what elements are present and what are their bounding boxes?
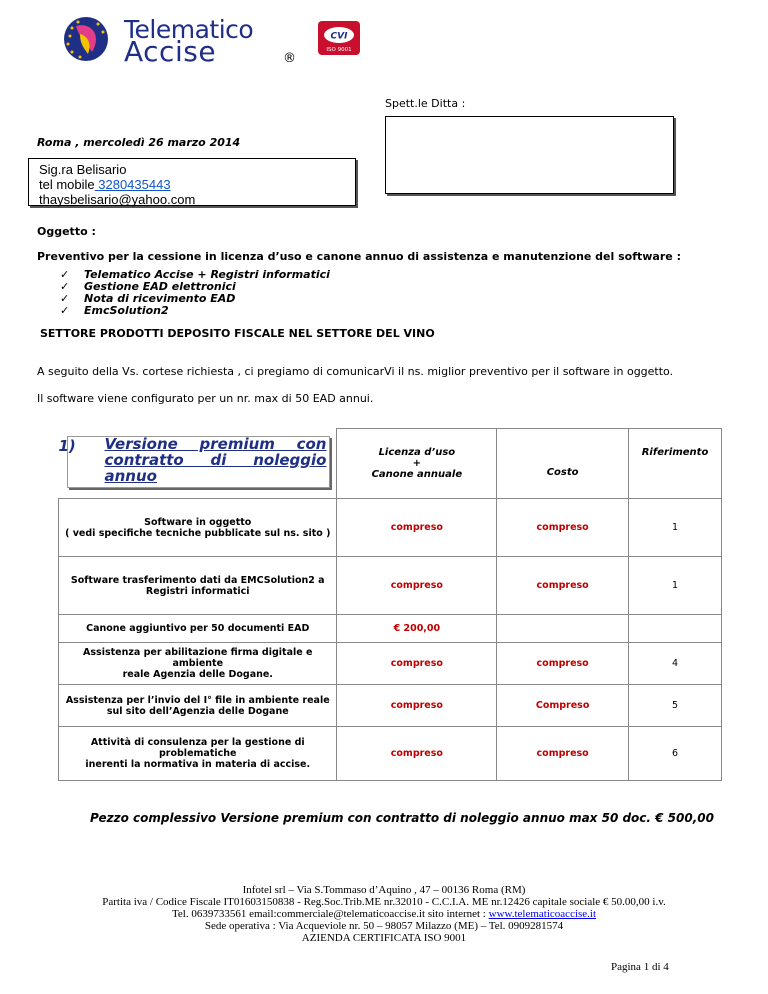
col-header-licenza-line3: Canone annuale [371,469,463,480]
oggetto-label: Oggetto : [37,225,96,238]
row-description [59,727,337,781]
col-header-riferimento: Riferimento [629,429,722,499]
recipient-label: Spett.le Ditta : [385,97,466,110]
checkmark-icon: ✓ [60,304,70,317]
row-desc-line2: reale Agenzia delle Dogane. [122,669,273,680]
footer-contacts: Tel. 0639733561 email:commerciale@telematicoaccise.it sito internet : [171,908,489,920]
checkmark-icon: ✓ [60,292,70,305]
row-riferimento: 1 [629,499,722,557]
contact-phone-link[interactable]: 3280435443 [94,177,171,192]
table-header-row [59,429,722,499]
table-title: Versione premium con contratto di noleggio annuo [104,435,327,486]
footer-line4: Sede operativa : Via Acqueviole nr. 50 – 98057 Milazzo (ME) – Tel. 0909281574 [204,920,564,932]
logo-subtitle: Accise [124,35,217,68]
intro-paragraph: A seguito della Vs. cortese richiesta , ci pregiamo di comunicarVi il ns. miglior preventivo per il software in oggetto. [37,365,674,378]
row-desc-line1: Attività di consulenza per la gestione di [90,737,305,748]
row-description [59,557,337,615]
row-riferimento: 1 [629,557,722,615]
row-costo: compreso [497,499,629,557]
list-item-label: Nota di ricevimento EAD [84,292,236,305]
row-riferimento [629,615,722,643]
contact-phone-line [39,177,355,192]
footer-line2: Partita iva / Codice Fiscale IT01603150838 - Reg.Soc.Trib.ME nr.32010 - C.C.I.A. ME nr.12426 capitale sociale € 50.00,00 i.v. [102,896,666,908]
row-costo: compreso [497,727,629,781]
row-desc-line2: sul sito dell’Agenzia delle Dogane [106,705,289,717]
list-item [60,305,330,317]
row-costo [497,615,629,643]
config-paragraph: Il software viene configurato per un nr. max di 50 EAD annui. [37,392,374,405]
row-riferimento: 4 [629,643,722,685]
row-costo: Compreso [497,685,629,727]
checkmark-icon: ✓ [60,280,70,293]
cvi-iso-badge-icon [318,21,360,55]
row-licenza: compreso [337,685,497,727]
table-row [59,643,722,685]
list-item-label: EmcSolution2 [84,304,169,317]
footer [0,884,768,944]
list-item-label: Gestione EAD elettronici [84,280,236,293]
table-row [59,685,722,727]
page-number: Pagina 1 di 4 [611,961,669,973]
row-riferimento: 5 [629,685,722,727]
contact-phone-label: tel mobile [39,177,95,192]
cvi-badge-subtext: ISO 9001 [326,47,352,53]
telematico-logo-globe-icon [58,14,120,64]
recipient-address-box [385,116,674,194]
preventivo-heading: Preventivo per la cessione in licenza d’uso e canone annuo di assistenza e manutenzione del software : [37,250,681,263]
sector-heading: SETTORE PRODOTTI DEPOSITO FISCALE NEL SETTORE DEL VINO [40,327,435,340]
cvi-badge-text: CVI [330,31,348,42]
table-row [59,557,722,615]
table-title-cell [59,429,337,499]
quote-table [58,428,722,781]
row-desc-line1: Assistenza per l’invio del I° file in ambiente reale [65,694,330,706]
table-row [59,727,722,781]
row-licenza: € 200,00 [337,615,497,643]
checkmark-icon: ✓ [60,268,70,281]
table-title-number: 1) [58,437,76,456]
row-riferimento: 6 [629,727,722,781]
website-link[interactable]: www.telematicoaccise.it [488,908,597,920]
row-desc-line1: Software in oggetto [144,516,252,528]
logo-title: Telematico [124,15,254,44]
date-line: Roma , mercoledì 26 marzo 2014 [37,136,241,149]
row-licenza: compreso [337,557,497,615]
col-header-costo: Costo [497,429,629,499]
col-header-licenza-line2: + [412,458,422,469]
col-header-licenza-line1: Licenza d’uso [378,447,456,458]
table-row [59,499,722,557]
contact-name: Sig.ra Belisario [39,162,127,177]
footer-line3 [0,908,768,920]
contact-email: thaysbelisario@yahoo.com [39,192,196,207]
row-description: Canone aggiuntivo per 50 documenti EAD [59,615,337,643]
row-costo: compreso [497,643,629,685]
row-description [59,499,337,557]
list-item-label: Telematico Accise + Registri informatici [84,268,330,281]
row-desc-line2: problematiche [159,748,237,759]
row-desc-line1: Software trasferimento dati da EMCSolution2 a [70,574,325,586]
footer-line1: Infotel srl – Via S.Tommaso d’Aquino , 47 – 00136 Roma (RM) [242,884,526,896]
col-header-licenza [337,429,497,499]
row-desc-line2: Registri informatici [145,585,250,597]
footer-line5: AZIENDA CERTIFICATA ISO 9001 [301,932,467,944]
row-description [59,643,337,685]
row-licenza: compreso [337,499,497,557]
software-list [60,269,330,317]
row-desc-line1: Assistenza per abilitazione firma digitale e ambiente [83,647,313,669]
row-desc-line2: ( vedi specifiche tecniche pubblicate sul ns. sito ) [65,527,331,539]
row-licenza: compreso [337,727,497,781]
table-row [59,615,722,643]
row-licenza: compreso [337,643,497,685]
row-description [59,685,337,727]
total-price: Pezzo complessivo Versione premium con contratto di noleggio annuo max 50 doc. € 500,00 [90,811,714,825]
registered-mark: ® [283,51,296,66]
row-costo: compreso [497,557,629,615]
row-desc-line3: inerenti la normativa in materia di accise. [85,759,311,770]
contact-box [28,158,356,206]
